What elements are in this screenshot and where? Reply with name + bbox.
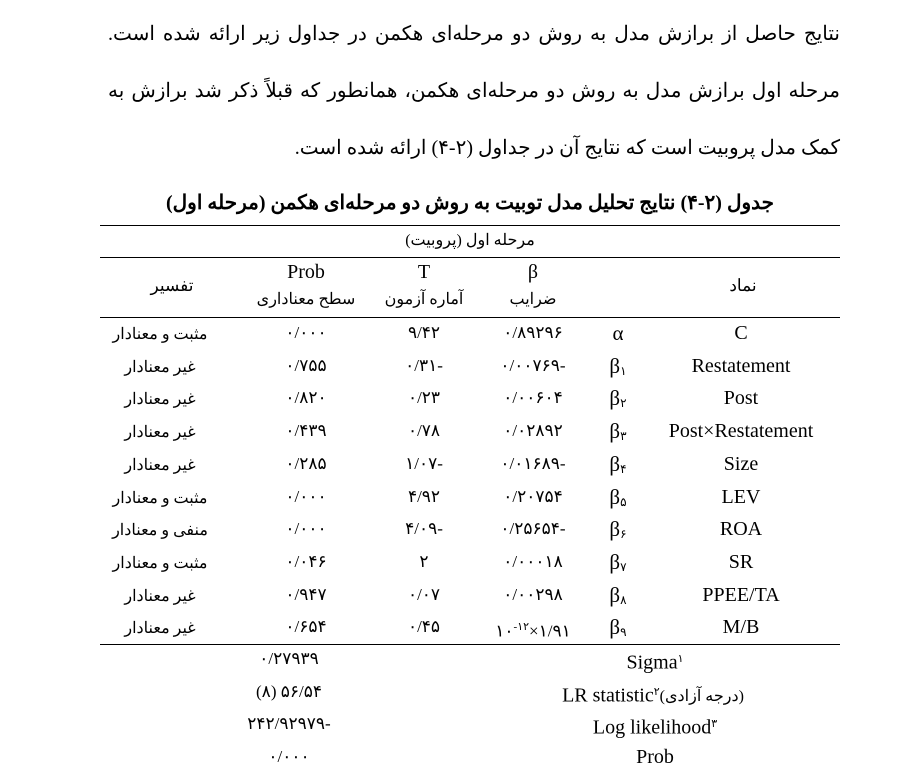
summary-label	[562, 682, 748, 707]
beta-value-text: -۰/۲۵۶۵۴	[500, 519, 566, 539]
coefficient-index: ۳	[620, 429, 627, 444]
t-value: ۰/۴۵	[407, 617, 441, 637]
t-value: ۴/۹۲	[407, 486, 441, 506]
header-beta-label: ضرایب	[509, 291, 557, 308]
stage-header-rule	[100, 257, 840, 258]
header-t-symbol: T	[417, 261, 431, 283]
t-value: -۴/۰۹	[405, 519, 443, 539]
table-caption: جدول (۲-۴) نتایج تحلیل مدل توبیت به روش دو مرحله‌ای هکمن (مرحله اول)	[165, 192, 775, 214]
intro-paragraph: نتایج حاصل از برازش مدل به روش دو مرحله‌ای هکمن در جداول زیر ارائه شده است. مرحله اول برازش مدل به روش دو مرحله‌ای هکمن، همانطور که قبلاً ذکر شد برازش به کمک مدل پروبیت است که نتایج آن در جداول (۲-۴) ارائه شده است.	[108, 23, 840, 159]
coefficient-symbol	[609, 353, 627, 381]
prob-value: ۰/۸۲۰	[285, 388, 327, 408]
footnote-marker: ۱	[677, 653, 684, 665]
prob-value: ۰/۶۵۴	[285, 617, 327, 637]
coefficient-index: ۵	[620, 494, 627, 509]
beta-value	[503, 552, 563, 572]
prob-value: ۰/۲۸۵	[285, 453, 327, 473]
summary-label-text: Prob	[636, 745, 674, 768]
interpretation: غیر معنادار	[124, 358, 196, 376]
summary-value: ۰/۰۰۰	[268, 746, 310, 766]
coefficient-index: ۸	[620, 592, 627, 607]
header-prob-symbol: Prob	[287, 261, 325, 283]
interpretation: غیر معنادار	[124, 587, 196, 605]
t-value: ۰/۰۷	[407, 584, 441, 604]
coefficient-symbol	[609, 451, 627, 479]
summary-value: -۲۴۲/۹۲۹۷۹	[247, 714, 331, 733]
table-top-rule	[100, 225, 840, 226]
t-value: ۰/۷۸	[407, 421, 441, 441]
coefficient-letter: β	[609, 517, 621, 542]
interpretation: غیر معنادار	[124, 424, 196, 442]
variable-name: SR	[728, 550, 754, 573]
prob-value: ۰/۰۰۰	[285, 323, 327, 342]
coefficient-letter: β	[609, 484, 621, 509]
prob-value: ۰/۰۰۰	[285, 486, 327, 506]
variable-name: PPEE/TA	[702, 583, 780, 606]
beta-value-text: ۰/۰۰۶۰۴	[503, 388, 563, 408]
t-value: -۰/۳۱	[405, 355, 443, 375]
coefficient-symbol	[612, 323, 623, 343]
beta-value-text: ۰/۰۰۰۱۸	[503, 551, 563, 571]
summary-label-text: Log likelihood	[592, 716, 712, 739]
interpretation: منفی و معنادار	[112, 522, 208, 540]
variable-name: Post	[723, 387, 759, 410]
coefficient-symbol	[609, 484, 627, 512]
beta-value-text: ۰/۲۰۷۵۴	[503, 486, 563, 506]
beta-exponent: -۱۲	[513, 621, 530, 634]
beta-value	[495, 617, 570, 642]
t-value: -۱/۰۷	[405, 453, 443, 473]
header-interpretation: تفسیر	[150, 276, 194, 295]
interpretation: غیر معنادار	[124, 620, 196, 638]
variable-name: C	[734, 322, 748, 344]
coefficient-index: ۱	[620, 363, 627, 378]
summary-value: ۰/۲۷۹۳۹	[259, 649, 319, 668]
beta-value	[500, 454, 565, 474]
beta-value	[503, 585, 563, 605]
beta-value	[503, 487, 563, 507]
coefficient-letter: β	[609, 451, 621, 476]
t-value: ۰/۲۳	[407, 388, 441, 408]
summary-label-text: LR statistic	[562, 683, 654, 706]
coefficient-letter: α	[612, 321, 624, 345]
beta-value-text: -۰/۰۰۷۶۹	[500, 355, 566, 375]
variable-name: Size	[723, 452, 759, 475]
coefficient-index: ۴	[620, 461, 627, 476]
variable-name: ROA	[719, 518, 763, 541]
coefficient-symbol	[609, 388, 626, 413]
beta-value-text: ۰/۰۰۲۹۸	[503, 584, 563, 604]
coefficient-symbol	[609, 549, 627, 577]
summary-value: ۵۶/۵۴ (۸)	[256, 681, 322, 701]
header-prob-label: سطح معناداری	[256, 291, 356, 308]
stage-header: مرحله اول (پروبیت)	[405, 232, 535, 249]
prob-value: ۰/۰۴۶	[285, 551, 327, 571]
coefficient-symbol	[609, 421, 626, 446]
beta-value	[500, 519, 565, 539]
variable-name: Post×Restatement	[668, 420, 814, 443]
coefficient-index: ۹	[620, 625, 627, 640]
coefficient-letter: β	[609, 419, 621, 444]
summary-label	[626, 649, 683, 674]
summary-label-text: Sigma	[626, 651, 678, 674]
footnote-marker: ۲	[653, 685, 660, 698]
coefficient-letter: β	[609, 353, 621, 378]
coefficient-letter: β	[609, 615, 621, 640]
coefficient-letter: β	[609, 549, 621, 574]
beta-value-text: -۰/۰۱۶۸۹	[500, 453, 566, 473]
summary-label	[593, 714, 717, 739]
beta-value-text: ۰/۰۲۸۹۲	[503, 421, 563, 441]
coefficient-letter: β	[609, 386, 621, 411]
interpretation: مثبت و معنادار	[112, 489, 208, 507]
beta-value	[500, 356, 565, 376]
beta-value	[503, 421, 563, 441]
variable-name: M/B	[722, 616, 760, 639]
variable-name: LEV	[721, 485, 761, 508]
beta-value-text: ۰/۸۹۲۹۶	[503, 323, 563, 342]
summary-label	[636, 747, 674, 769]
coefficient-index: ۷	[620, 559, 627, 574]
prob-value: ۰/۰۰۰	[285, 519, 327, 539]
interpretation: غیر معنادار	[124, 391, 196, 409]
coefficient-index: ۲	[620, 396, 627, 411]
prob-value: ۰/۹۴۷	[285, 584, 327, 604]
coefficient-index: ۶	[620, 527, 627, 542]
prob-value: ۰/۷۵۵	[285, 355, 327, 375]
table-body-rule	[100, 644, 840, 645]
interpretation: مثبت و معنادار	[112, 554, 208, 572]
coefficient-letter: β	[609, 582, 621, 607]
header-t-label: آماره آزمون	[384, 291, 464, 308]
t-value: ۹/۴۲	[407, 323, 441, 342]
prob-value: ۰/۴۳۹	[285, 421, 327, 441]
beta-value	[503, 388, 563, 408]
header-beta-symbol: β	[527, 261, 539, 283]
coefficient-symbol	[609, 617, 626, 642]
header-symbol: نماد	[729, 276, 757, 295]
header-rule	[100, 317, 840, 318]
footnote-marker: ۳	[711, 718, 718, 730]
coefficient-symbol	[609, 519, 626, 544]
interpretation: غیر معنادار	[124, 456, 196, 474]
t-value: ۲	[419, 551, 429, 571]
interpretation: مثبت و معنادار	[112, 326, 208, 343]
summary-note: (درجه آزادی)	[659, 687, 744, 705]
variable-name: Restatement	[691, 354, 791, 377]
beta-value	[503, 323, 563, 343]
coefficient-symbol	[609, 582, 627, 610]
beta-value-text: ۱/۹۱×۱۰	[495, 621, 571, 641]
